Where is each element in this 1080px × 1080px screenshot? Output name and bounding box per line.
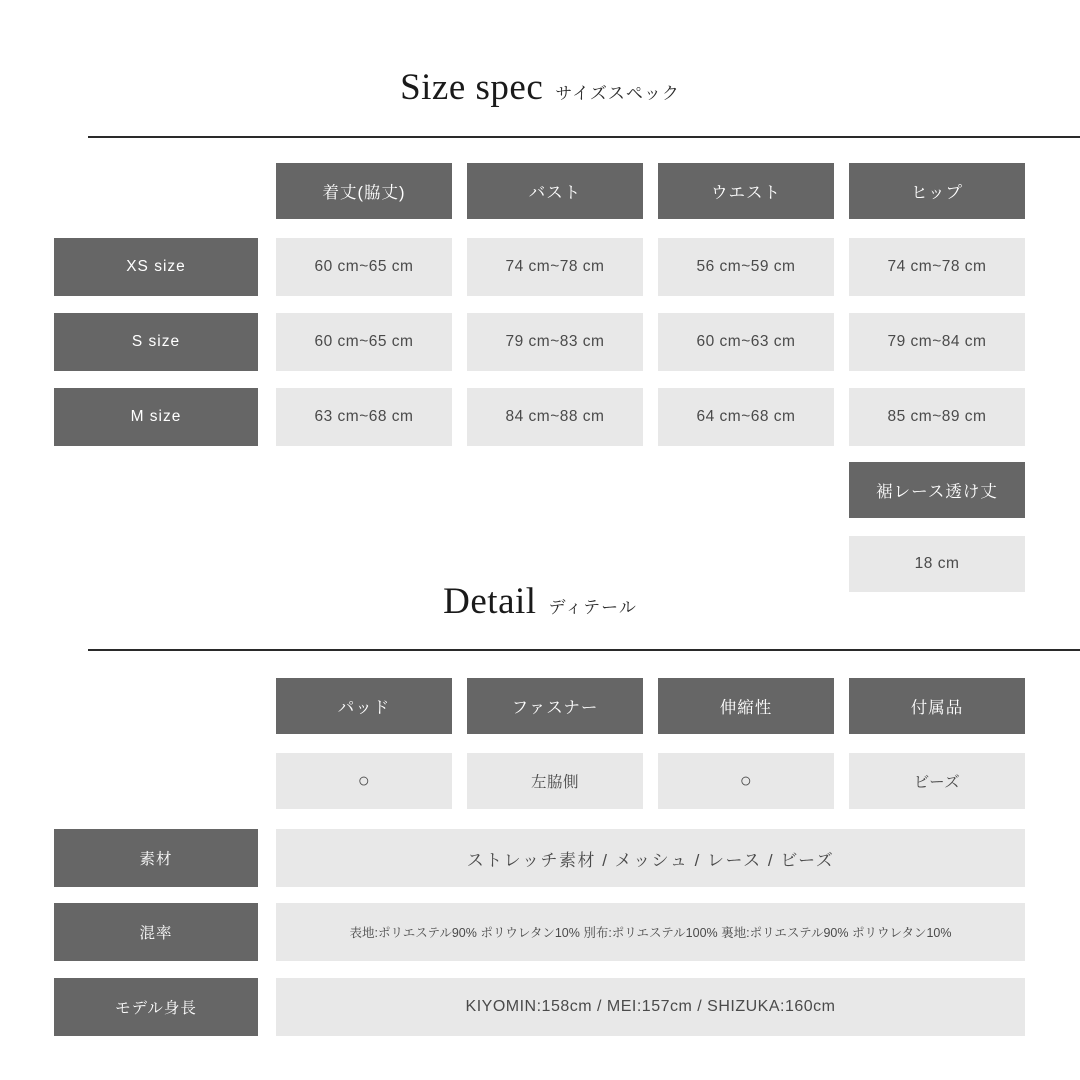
size-spec-cell-2-1: 84 cm~88 cm: [467, 388, 643, 446]
size-spec-cell-1-3: 79 cm~84 cm: [849, 313, 1025, 371]
size-spec-col-header-0: 着丈(脇丈): [276, 163, 452, 219]
detail-col-value-3: ビーズ: [849, 753, 1025, 809]
size-spec-col-header-1: バスト: [467, 163, 643, 219]
size-spec-cell-2-3: 85 cm~89 cm: [849, 388, 1025, 446]
size-spec-cell-2-0: 63 cm~68 cm: [276, 388, 452, 446]
detail-col-header-0: パッド: [276, 678, 452, 734]
size-spec-cell-0-2: 56 cm~59 cm: [658, 238, 834, 296]
size-spec-cell-1-2: 60 cm~63 cm: [658, 313, 834, 371]
detail-col-value-2: ○: [658, 753, 834, 809]
size-spec-cell-1-0: 60 cm~65 cm: [276, 313, 452, 371]
detail-row-value-2: KIYOMIN:158cm / MEI:157cm / SHIZUKA:160cm: [276, 978, 1025, 1036]
size-spec-row-header-1: S size: [54, 313, 258, 371]
size-spec-cell-0-3: 74 cm~78 cm: [849, 238, 1025, 296]
detail-divider: [88, 649, 1080, 651]
size-spec-divider: [88, 136, 1080, 138]
detail-row-header-1: 混率: [54, 903, 258, 961]
detail-row-value-1: 表地:ポリエステル90% ポリウレタン10% 別布:ポリエステル100% 裏地:ポリエステル90% ポリウレタン10%: [276, 903, 1025, 961]
size-spec-cell-0-1: 74 cm~78 cm: [467, 238, 643, 296]
detail-row-header-0: 素材: [54, 829, 258, 887]
detail-heading: [0, 580, 1080, 623]
detail-col-header-3: 付属品: [849, 678, 1025, 734]
size-spec-extra-value: 18 cm: [849, 536, 1025, 592]
detail-col-value-1: 左脇側: [467, 753, 643, 809]
detail-col-header-1: ファスナー: [467, 678, 643, 734]
size-spec-row-header-0: XS size: [54, 238, 258, 296]
size-spec-row-header-2: M size: [54, 388, 258, 446]
detail-row-value-0: ストレッチ素材 / メッシュ / レース / ビーズ: [276, 829, 1025, 887]
size-spec-extra-header: 裾レース透け丈: [849, 462, 1025, 518]
detail-col-header-2: 伸縮性: [658, 678, 834, 734]
size-spec-col-header-2: ウエスト: [658, 163, 834, 219]
size-spec-title-main: Size spec: [400, 67, 544, 108]
size-spec-title-sub: サイズスペック: [555, 84, 680, 103]
size-spec-col-header-3: ヒップ: [849, 163, 1025, 219]
detail-row-header-2: モデル身長: [54, 978, 258, 1036]
size-spec-cell-1-1: 79 cm~83 cm: [467, 313, 643, 371]
size-spec-cell-2-2: 64 cm~68 cm: [658, 388, 834, 446]
size-spec-cell-0-0: 60 cm~65 cm: [276, 238, 452, 296]
detail-col-value-0: ○: [276, 753, 452, 809]
detail-title-main: Detail: [443, 581, 537, 622]
detail-title-sub: ディテール: [548, 598, 637, 617]
size-spec-heading: [0, 66, 1080, 109]
